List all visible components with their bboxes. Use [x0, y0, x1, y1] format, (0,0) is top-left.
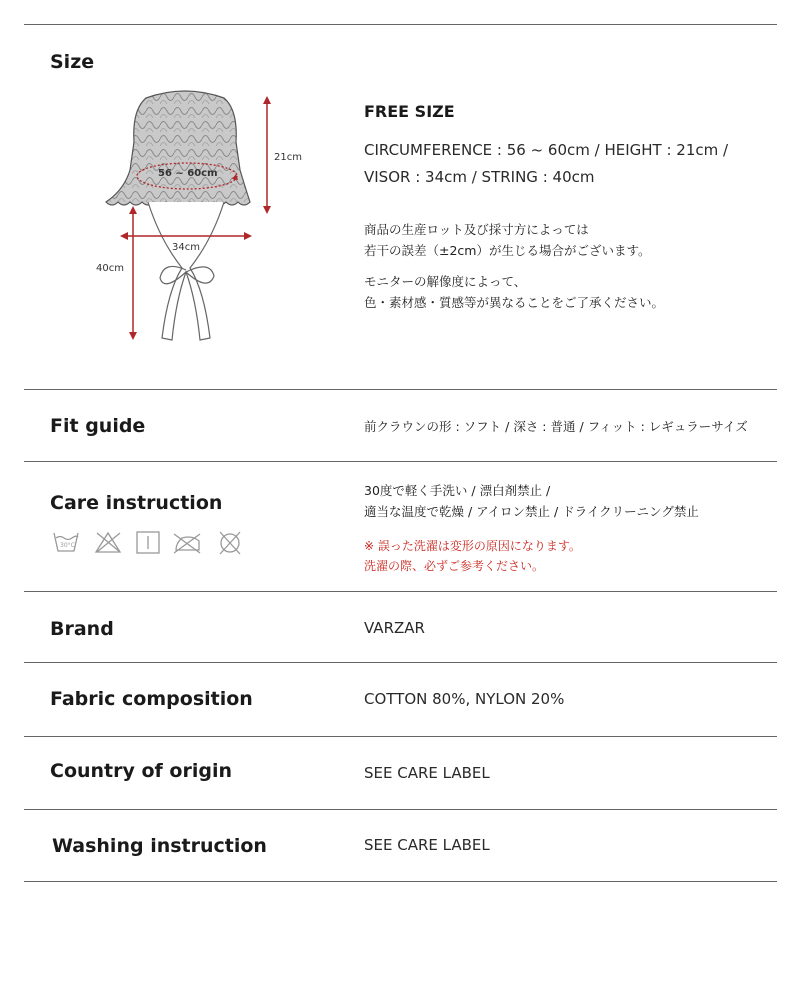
divider-top — [24, 24, 777, 25]
size-note-2 — [364, 271, 664, 313]
size-note-1 — [364, 219, 650, 261]
size-spec-line2: VISOR : 34cm / STRING : 40cm — [364, 168, 595, 186]
no-iron-icon — [174, 534, 200, 553]
care-warning-line2: 洗濯の際、必ずご参考ください。 — [364, 559, 545, 573]
care-line2: 適当な温度で乾燥 / アイロン禁止 / ドライクリーニング禁止 — [364, 504, 699, 519]
brand-value: VARZAR — [364, 619, 425, 637]
divider-care — [24, 591, 777, 592]
fit-guide-value: 前クラウンの形 : ソフト / 深さ : 普通 / フィット : レギュラーサイズ — [364, 419, 748, 434]
no-dry-clean-icon — [220, 532, 240, 554]
care-line1: 30度で軽く手洗い / 漂白剤禁止 / — [364, 483, 551, 498]
origin-value: SEE CARE LABEL — [364, 764, 490, 782]
care-icons — [52, 529, 252, 557]
washing-value: SEE CARE LABEL — [364, 836, 490, 854]
care-warning — [364, 536, 581, 576]
hand-wash-30-icon — [54, 533, 78, 551]
size-note-2-line2: 色・素材感・質感等が異なることをご了承ください。 — [364, 295, 665, 310]
origin-label: Country of origin — [50, 760, 233, 782]
hat-size-diagram — [90, 90, 330, 350]
divider-origin — [24, 809, 777, 810]
fabric-label: Fabric composition — [50, 688, 253, 710]
size-spec — [364, 137, 728, 191]
hat-body — [106, 91, 250, 205]
size-note-1-line1: 商品の生産ロット及び採寸方によっては — [364, 222, 589, 237]
size-note-1-line2: 若干の誤差（±2cm）が生じる場合がございます。 — [364, 243, 651, 258]
circumference-text: 56 ~ 60cm — [158, 168, 218, 179]
brand-label: Brand — [50, 618, 114, 640]
size-spec-line1: CIRCUMFERENCE : 56 ~ 60cm / HEIGHT : 21cm / — [364, 141, 729, 159]
height-text: 21cm — [274, 152, 302, 163]
care-warning-line1: ※ 誤った洗濯は変形の原因になります。 — [364, 539, 581, 553]
hat-string — [148, 202, 224, 340]
size-label: Size — [50, 51, 95, 73]
fit-guide-label: Fit guide — [50, 415, 146, 437]
fabric-value: COTTON 80%, NYLON 20% — [364, 690, 565, 708]
divider-bottom — [24, 881, 777, 882]
divider-fit — [24, 461, 777, 462]
care-text — [364, 480, 699, 522]
washing-label: Washing instruction — [52, 835, 267, 857]
string-text: 40cm — [96, 263, 124, 274]
size-note-2-line1: モニターの解像度によって、 — [364, 274, 527, 289]
free-size-title: FREE SIZE — [364, 102, 455, 121]
divider-brand — [24, 662, 777, 663]
divider-fabric — [24, 736, 777, 737]
visor-text: 34cm — [172, 242, 200, 253]
care-label: Care instruction — [50, 492, 223, 514]
no-bleach-icon — [96, 533, 120, 552]
tumble-dry-icon — [137, 532, 159, 553]
svg-text:30°C: 30°C — [60, 542, 75, 549]
divider-size — [24, 389, 777, 390]
